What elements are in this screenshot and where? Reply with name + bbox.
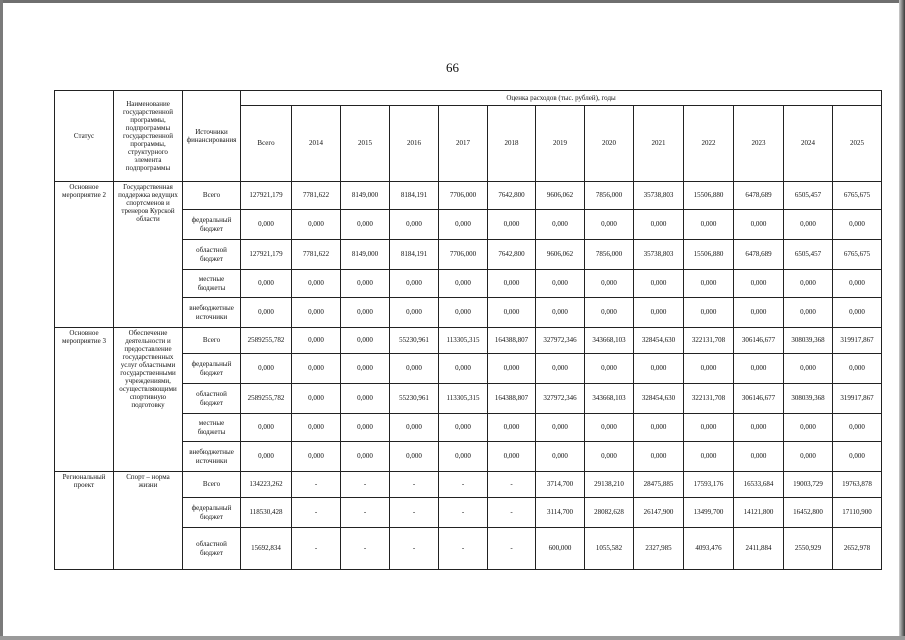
header-year: 2014 [292, 106, 341, 182]
cell-value: 0,000 [488, 414, 536, 442]
row-funding-source: федеральный бюджет [183, 498, 241, 528]
cell-value: 0,000 [833, 414, 882, 442]
cell-value: - [292, 472, 341, 498]
cell-value: 6478,689 [734, 182, 784, 210]
cell-value: 0,000 [734, 298, 784, 328]
cell-value: 0,000 [536, 270, 585, 298]
cell-value: 0,000 [585, 442, 634, 472]
cell-value: - [390, 472, 439, 498]
cell-value: 113305,315 [439, 328, 488, 354]
row-funding-source: областной бюджет [183, 528, 241, 570]
cell-value: 17593,176 [684, 472, 734, 498]
cell-value: 0,000 [439, 414, 488, 442]
cell-value: 9606,062 [536, 182, 585, 210]
cell-value: 319917,867 [833, 384, 882, 414]
cell-value: 0,000 [734, 442, 784, 472]
cell-value: - [439, 528, 488, 570]
scan-edge-top [0, 0, 905, 3]
row-funding-source: федеральный бюджет [183, 354, 241, 384]
cell-value: 308039,368 [784, 384, 833, 414]
cell-value: 0,000 [292, 384, 341, 414]
cell-value: 0,000 [292, 442, 341, 472]
cell-value: 0,000 [734, 354, 784, 384]
cell-value: 0,000 [784, 414, 833, 442]
header-name: Наименование государственной программы, подпрограммы государственной программы, структурного элемента подпрограммы [114, 91, 183, 182]
cell-value: 164388,807 [488, 328, 536, 354]
cell-value: 0,000 [536, 210, 585, 240]
cell-value: 134223,262 [241, 472, 292, 498]
cell-value: 0,000 [833, 354, 882, 384]
cell-value: 0,000 [684, 414, 734, 442]
cell-value: 0,000 [634, 414, 684, 442]
cell-value: 16452,800 [784, 498, 833, 528]
row-status: Основное мероприятие 2 [55, 182, 114, 328]
cell-value: 6765,675 [833, 182, 882, 210]
cell-value: 0,000 [241, 442, 292, 472]
row-funding-source: внебюджетные источники [183, 298, 241, 328]
cell-value: 2589255,782 [241, 384, 292, 414]
scan-edge-right [899, 0, 905, 640]
budget-table [54, 90, 882, 570]
row-program-name: Спорт – норма жизни [114, 472, 183, 570]
cell-value: 0,000 [784, 298, 833, 328]
cell-value: 0,000 [833, 298, 882, 328]
header-year: 2019 [536, 106, 585, 182]
cell-value: 8149,000 [341, 182, 390, 210]
cell-value: 15692,834 [241, 528, 292, 570]
cell-value: 6765,675 [833, 240, 882, 270]
header-status: Статус [55, 91, 114, 182]
row-funding-source: Всего [183, 182, 241, 210]
cell-value: 0,000 [536, 298, 585, 328]
cell-value: 0,000 [784, 442, 833, 472]
cell-value: 328454,630 [634, 328, 684, 354]
cell-value: 0,000 [241, 354, 292, 384]
cell-value: 0,000 [439, 354, 488, 384]
cell-value: 0,000 [341, 270, 390, 298]
cell-value: 7642,800 [488, 182, 536, 210]
cell-value: 0,000 [439, 298, 488, 328]
cell-value: 17110,900 [833, 498, 882, 528]
cell-value: - [341, 528, 390, 570]
cell-value: 0,000 [488, 270, 536, 298]
cell-value: 0,000 [241, 414, 292, 442]
cell-value: 0,000 [784, 270, 833, 298]
cell-value: 0,000 [390, 354, 439, 384]
cell-value: 55230,961 [390, 384, 439, 414]
cell-value: - [341, 498, 390, 528]
cell-value: 0,000 [784, 354, 833, 384]
table-row [55, 182, 882, 210]
cell-value: 0,000 [341, 354, 390, 384]
cell-value: 15506,880 [684, 240, 734, 270]
cell-value: 8184,191 [390, 182, 439, 210]
header-year: 2024 [784, 106, 833, 182]
cell-value: 7706,000 [439, 182, 488, 210]
cell-value: 0,000 [341, 298, 390, 328]
cell-value: 0,000 [634, 210, 684, 240]
cell-value: 0,000 [241, 270, 292, 298]
cell-value: 0,000 [488, 210, 536, 240]
cell-value: 8184,191 [390, 240, 439, 270]
cell-value: 28475,885 [634, 472, 684, 498]
cell-value: 118530,428 [241, 498, 292, 528]
cell-value: 35738,803 [634, 182, 684, 210]
cell-value: 127921,179 [241, 240, 292, 270]
cell-value: 0,000 [439, 270, 488, 298]
cell-value: 13499,700 [684, 498, 734, 528]
cell-value: - [488, 472, 536, 498]
row-funding-source: Всего [183, 472, 241, 498]
cell-value: 0,000 [634, 442, 684, 472]
cell-value: - [292, 528, 341, 570]
cell-value: 127921,179 [241, 182, 292, 210]
cell-value: 7856,000 [585, 240, 634, 270]
cell-value: 0,000 [292, 414, 341, 442]
cell-value: 0,000 [734, 210, 784, 240]
cell-value: 0,000 [833, 270, 882, 298]
cell-value: 0,000 [341, 328, 390, 354]
cell-value: 8149,000 [341, 240, 390, 270]
header-year: 2017 [439, 106, 488, 182]
cell-value: 26147,900 [634, 498, 684, 528]
cell-value: 322131,708 [684, 328, 734, 354]
cell-value: - [292, 498, 341, 528]
cell-value: 327972,346 [536, 328, 585, 354]
table-row [55, 472, 882, 498]
cell-value: 2327,985 [634, 528, 684, 570]
cell-value: 0,000 [341, 414, 390, 442]
cell-value: 0,000 [341, 384, 390, 414]
cell-value: 328454,630 [634, 384, 684, 414]
cell-value: - [488, 528, 536, 570]
cell-value: 0,000 [684, 298, 734, 328]
header-year: 2016 [390, 106, 439, 182]
cell-value: 0,000 [585, 210, 634, 240]
cell-value: 4093,476 [684, 528, 734, 570]
cell-value: 0,000 [833, 442, 882, 472]
cell-value: 0,000 [536, 414, 585, 442]
cell-value: 28082,628 [585, 498, 634, 528]
header-year: 2018 [488, 106, 536, 182]
header-source: Источники финансирования [183, 91, 241, 182]
cell-value: - [341, 472, 390, 498]
cell-value: 0,000 [241, 298, 292, 328]
cell-value: 19003,729 [784, 472, 833, 498]
header-year: 2015 [341, 106, 390, 182]
table-row [55, 328, 882, 354]
header-year: 2021 [634, 106, 684, 182]
cell-value: 14121,800 [734, 498, 784, 528]
cell-value: 19763,878 [833, 472, 882, 498]
cell-value: 306146,677 [734, 384, 784, 414]
cell-value: 164388,807 [488, 384, 536, 414]
row-funding-source: областной бюджет [183, 384, 241, 414]
header-estimate: Оценка расходов (тыс. рублей), годы [241, 91, 882, 106]
row-funding-source: федеральный бюджет [183, 210, 241, 240]
cell-value: 9606,062 [536, 240, 585, 270]
cell-value: 0,000 [734, 270, 784, 298]
row-funding-source: внебюджетные источники [183, 442, 241, 472]
cell-value: 343668,103 [585, 328, 634, 354]
cell-value: 55230,961 [390, 328, 439, 354]
table-header [55, 91, 882, 182]
table-body [55, 182, 882, 570]
cell-value: 0,000 [439, 442, 488, 472]
cell-value: 0,000 [292, 298, 341, 328]
row-status: Основное мероприятие 3 [55, 328, 114, 472]
cell-value: 2411,884 [734, 528, 784, 570]
header-year: 2020 [585, 106, 634, 182]
cell-value: 3114,700 [536, 498, 585, 528]
cell-value: 2550,929 [784, 528, 833, 570]
cell-value: - [439, 472, 488, 498]
cell-value: 2589255,782 [241, 328, 292, 354]
cell-value: 0,000 [341, 210, 390, 240]
scan-edge-left [0, 0, 3, 640]
cell-value: 0,000 [585, 270, 634, 298]
cell-value: 7642,800 [488, 240, 536, 270]
page-number: 66 [446, 60, 459, 75]
cell-value: 3714,700 [536, 472, 585, 498]
cell-value: - [488, 498, 536, 528]
cell-value: 0,000 [292, 328, 341, 354]
cell-value: 600,000 [536, 528, 585, 570]
cell-value: 0,000 [833, 210, 882, 240]
cell-value: 6505,457 [784, 240, 833, 270]
cell-value: 0,000 [292, 354, 341, 384]
cell-value: 0,000 [585, 298, 634, 328]
scan-edge-bottom [0, 636, 905, 640]
cell-value: 0,000 [684, 354, 734, 384]
row-funding-source: местные бюджеты [183, 414, 241, 442]
row-status: Региональный проект [55, 472, 114, 570]
cell-value: 29138,210 [585, 472, 634, 498]
cell-value: 0,000 [292, 210, 341, 240]
cell-value: 0,000 [241, 210, 292, 240]
cell-value: 0,000 [634, 354, 684, 384]
row-program-name: Обеспечение деятельности и предоставление государственных услуг областными государственными учреждениями, осуществляющими спортивную подготовку [114, 328, 183, 472]
cell-value: 327972,346 [536, 384, 585, 414]
row-funding-source: областной бюджет [183, 240, 241, 270]
cell-value: 7781,622 [292, 240, 341, 270]
cell-value: 6505,457 [784, 182, 833, 210]
cell-value: - [439, 498, 488, 528]
cell-value: 0,000 [488, 298, 536, 328]
cell-value: 15506,880 [684, 182, 734, 210]
cell-value: 2652,978 [833, 528, 882, 570]
cell-value: 0,000 [488, 354, 536, 384]
cell-value: 35738,803 [634, 240, 684, 270]
cell-value: 0,000 [292, 270, 341, 298]
header-year: 2025 [833, 106, 882, 182]
cell-value: 343668,103 [585, 384, 634, 414]
row-funding-source: местные бюджеты [183, 270, 241, 298]
header-year: Всего [241, 106, 292, 182]
cell-value: 1055,582 [585, 528, 634, 570]
cell-value: 319917,867 [833, 328, 882, 354]
cell-value: 0,000 [341, 442, 390, 472]
cell-value: 0,000 [634, 298, 684, 328]
cell-value: 0,000 [390, 270, 439, 298]
row-funding-source: Всего [183, 328, 241, 354]
cell-value: 0,000 [684, 442, 734, 472]
cell-value: 6478,689 [734, 240, 784, 270]
cell-value: 0,000 [390, 442, 439, 472]
row-program-name: Государственная поддержка ведущих спортсменов и тренеров Курской области [114, 182, 183, 328]
cell-value: 7706,000 [439, 240, 488, 270]
cell-value: 0,000 [585, 414, 634, 442]
cell-value: 0,000 [488, 442, 536, 472]
header-year: 2023 [734, 106, 784, 182]
cell-value: 306146,677 [734, 328, 784, 354]
cell-value: 0,000 [585, 354, 634, 384]
cell-value: 0,000 [684, 270, 734, 298]
cell-value: 0,000 [734, 414, 784, 442]
cell-value: 7856,000 [585, 182, 634, 210]
cell-value: 16533,684 [734, 472, 784, 498]
cell-value: 0,000 [536, 354, 585, 384]
cell-value: 0,000 [390, 414, 439, 442]
cell-value: 0,000 [784, 210, 833, 240]
header-year: 2022 [684, 106, 734, 182]
cell-value: 0,000 [390, 298, 439, 328]
cell-value: 7781,622 [292, 182, 341, 210]
cell-value: 0,000 [439, 210, 488, 240]
cell-value: - [390, 498, 439, 528]
cell-value: 0,000 [684, 210, 734, 240]
cell-value: 0,000 [390, 210, 439, 240]
cell-value: 0,000 [536, 442, 585, 472]
cell-value: 113305,315 [439, 384, 488, 414]
cell-value: 0,000 [634, 270, 684, 298]
cell-value: 322131,708 [684, 384, 734, 414]
cell-value: 308039,368 [784, 328, 833, 354]
cell-value: - [390, 528, 439, 570]
